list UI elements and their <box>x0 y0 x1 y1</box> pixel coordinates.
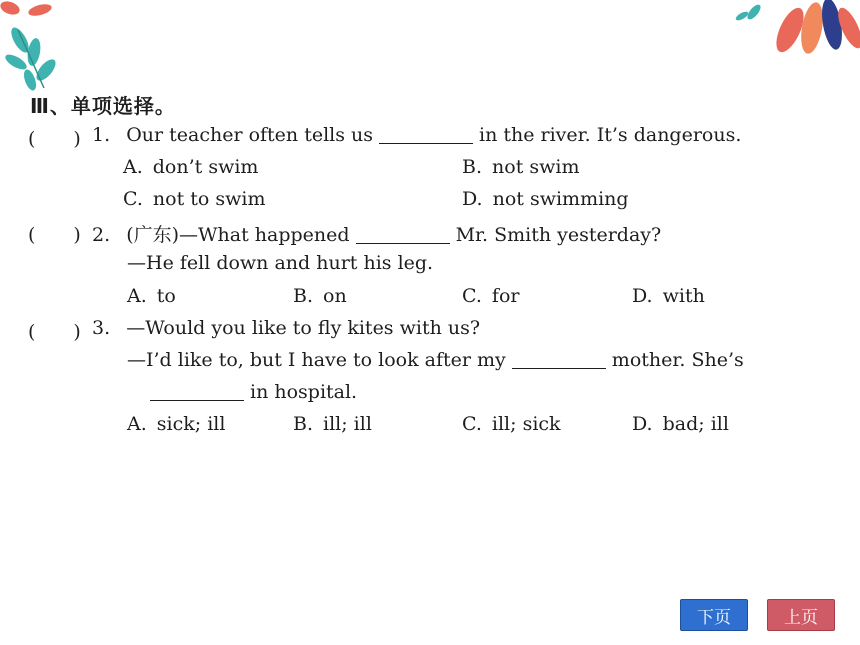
option-1d: D. not swimming <box>462 188 629 210</box>
next-page-button[interactable]: 下页 <box>680 599 748 631</box>
question-text: in hospital. <box>250 381 358 403</box>
question-2-line-1 <box>92 220 661 247</box>
answer-blank <box>356 225 450 244</box>
decorative-leaves-top-right <box>730 0 860 75</box>
question-text: Our teacher often tells us <box>126 124 374 146</box>
option-2b: B. on <box>293 285 347 307</box>
previous-page-button[interactable]: 上页 <box>767 599 835 631</box>
answer-blank <box>379 125 473 144</box>
question-text: Mr. Smith yesterday? <box>455 224 662 246</box>
option-2d: D. with <box>632 285 705 307</box>
option-2a: A. to <box>127 285 176 307</box>
answer-paren-q3[interactable]: ( ) <box>28 321 81 343</box>
option-1b: B. not swim <box>462 156 580 178</box>
option-1a: A. don’t swim <box>123 156 259 178</box>
question-text: (广东)—What happened <box>126 224 350 246</box>
option-1c: C. not to swim <box>123 188 266 210</box>
question-2-line-2: —He fell down and hurt his leg. <box>127 252 434 274</box>
question-text: —Would you like to fly kites with us? <box>126 317 481 339</box>
question-number: 1. <box>92 124 111 146</box>
option-3b: B. ill; ill <box>293 413 372 435</box>
option-3a: A. sick; ill <box>127 413 226 435</box>
question-3-line-3 <box>150 381 357 403</box>
question-number: 3. <box>92 317 111 339</box>
question-1-line-1 <box>92 124 741 146</box>
question-text: mother. She’s <box>611 349 744 371</box>
option-3c: C. ill; sick <box>462 413 561 435</box>
option-2c: C. for <box>462 285 520 307</box>
question-text: in the river. It’s dangerous. <box>479 124 742 146</box>
answer-paren-q1[interactable]: ( ) <box>28 128 81 150</box>
question-3-line-1 <box>92 317 480 339</box>
answer-paren-q2[interactable]: ( ) <box>28 224 81 246</box>
section-title: Ⅲ、单项选择。 <box>30 94 176 118</box>
answer-blank <box>150 382 244 401</box>
answer-blank <box>512 350 606 369</box>
question-number: 2. <box>92 224 111 246</box>
question-text: —I’d like to, but I have to look after my <box>127 349 506 371</box>
question-3-line-2 <box>127 349 744 371</box>
option-3d: D. bad; ill <box>632 413 729 435</box>
decorative-leaves-top-left <box>0 0 90 95</box>
